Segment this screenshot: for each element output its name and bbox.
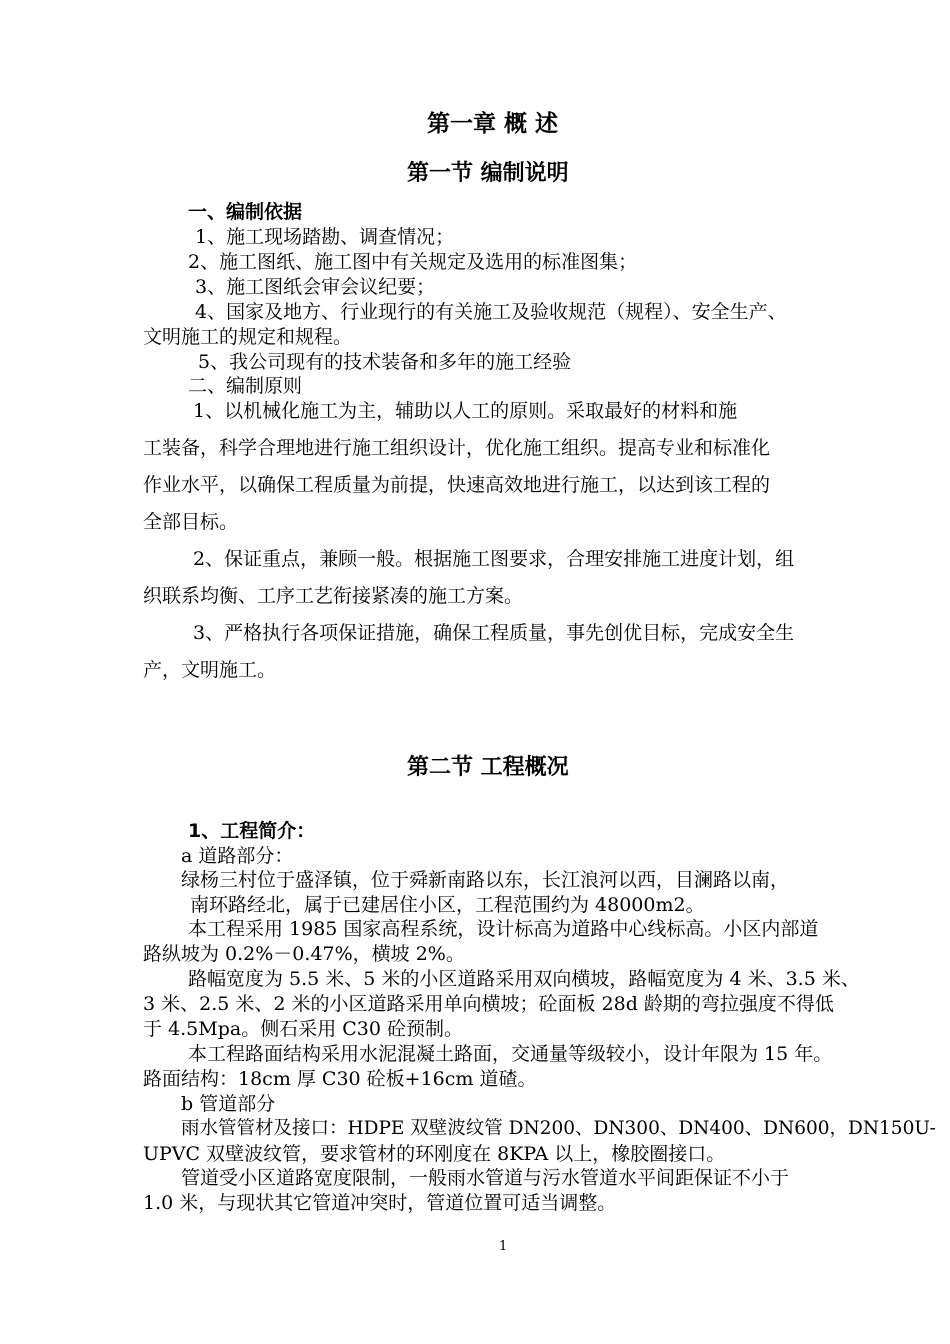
section1-title: 第一节 编制说明 <box>407 161 569 186</box>
subheading-basis: 一、编制依据 <box>188 201 303 223</box>
principle-line: 2、保证重点，兼顾一般。根据施工图要求，合理安排施工进度计划，组 <box>193 548 795 570</box>
principle-line: 全部目标。 <box>143 511 239 533</box>
overview-heading: 1、工程简介： <box>188 820 316 842</box>
pipe-line: UPVC 双壁波纹管，要求管材的环刚度在 8KPA 以上，橡胶圈接口。 <box>143 1143 726 1165</box>
principle-line: 产，文明施工。 <box>143 659 277 681</box>
subheading-principles: 二、编制原则 <box>188 375 303 397</box>
road-line: 绿杨三村位于盛泽镇，位于舜新南路以东，长江浪河以西，目澜路以南， <box>181 869 790 891</box>
principle-line: 3、严格执行各项保证措施，确保工程质量，事先创优目标，完成安全生 <box>193 622 795 644</box>
basis-item: 2、施工图纸、施工图中有关规定及选用的标准图集； <box>188 251 638 273</box>
pipe-line: 管道受小区道路宽度限制，一般雨水管道与污水管道水平间距保证不小于 <box>181 1167 790 1189</box>
basis-item: 1、施工现场踏勘、调查情况； <box>195 226 455 248</box>
section2-title: 第二节 工程概况 <box>407 755 569 780</box>
road-heading: a 道路部分： <box>181 845 294 867</box>
road-line: 本工程采用 1985 国家高程系统，设计标高为道路中心线标高。小区内部道 <box>188 918 819 940</box>
principle-line: 织联系均衡、工序工艺衔接紧凑的施工方案。 <box>143 585 524 607</box>
principle-line: 工装备，科学合理地进行施工组织设计，优化施工组织。提高专业和标准化 <box>143 437 771 459</box>
basis-item: 5、我公司现有的技术装备和多年的施工经验 <box>198 351 572 373</box>
chapter-title: 第一章 概 述 <box>427 111 559 137</box>
basis-item: 4、国家及地方、行业现行的有关施工及验收规范（规程）、安全生产、 <box>195 301 787 323</box>
road-line: 路幅宽度为 5.5 米、5 米的小区道路采用双向横坡，路幅宽度为 4 米、3.5 米、 <box>188 968 860 990</box>
basis-item: 3、施工图纸会审会议纪要； <box>195 276 436 298</box>
page-number: 1 <box>499 1239 508 1254</box>
principle-line: 1、以机械化施工为主，辅助以人工的原则。采取最好的材料和施 <box>193 400 738 422</box>
road-line: 本工程路面结构采用水泥混凝土路面，交通量等级较小，设计年限为 15 年。 <box>188 1043 833 1065</box>
road-line: 路纵坡为 0.2%－0.47%，横坡 2%。 <box>143 943 465 965</box>
road-line: 3 米、2.5 米、2 米的小区道路采用单向横坡；砼面板 28d 龄期的弯拉强度不得低 <box>143 993 834 1015</box>
basis-item: 文明施工的规定和规程。 <box>143 326 353 348</box>
pipe-line: 雨水管管材及接口：HDPE 双壁波纹管 DN200、DN300、DN400、DN600，DN150U- <box>181 1118 936 1139</box>
pipe-heading: b 管道部分 <box>181 1093 276 1115</box>
pipe-line: 1.0 米，与现状其它管道冲突时，管道位置可适当调整。 <box>143 1192 617 1214</box>
road-line: 南环路经北，属于已建居住小区，工程范围约为 48000m2。 <box>190 894 705 916</box>
road-line: 路面结构：18cm 厚 C30 砼板+16cm 道碴。 <box>143 1068 537 1090</box>
principle-line: 作业水平，以确保工程质量为前提，快速高效地进行施工，以达到该工程的 <box>143 474 771 496</box>
road-line: 于 4.5Mpa。侧石采用 C30 砼预制。 <box>143 1018 463 1040</box>
